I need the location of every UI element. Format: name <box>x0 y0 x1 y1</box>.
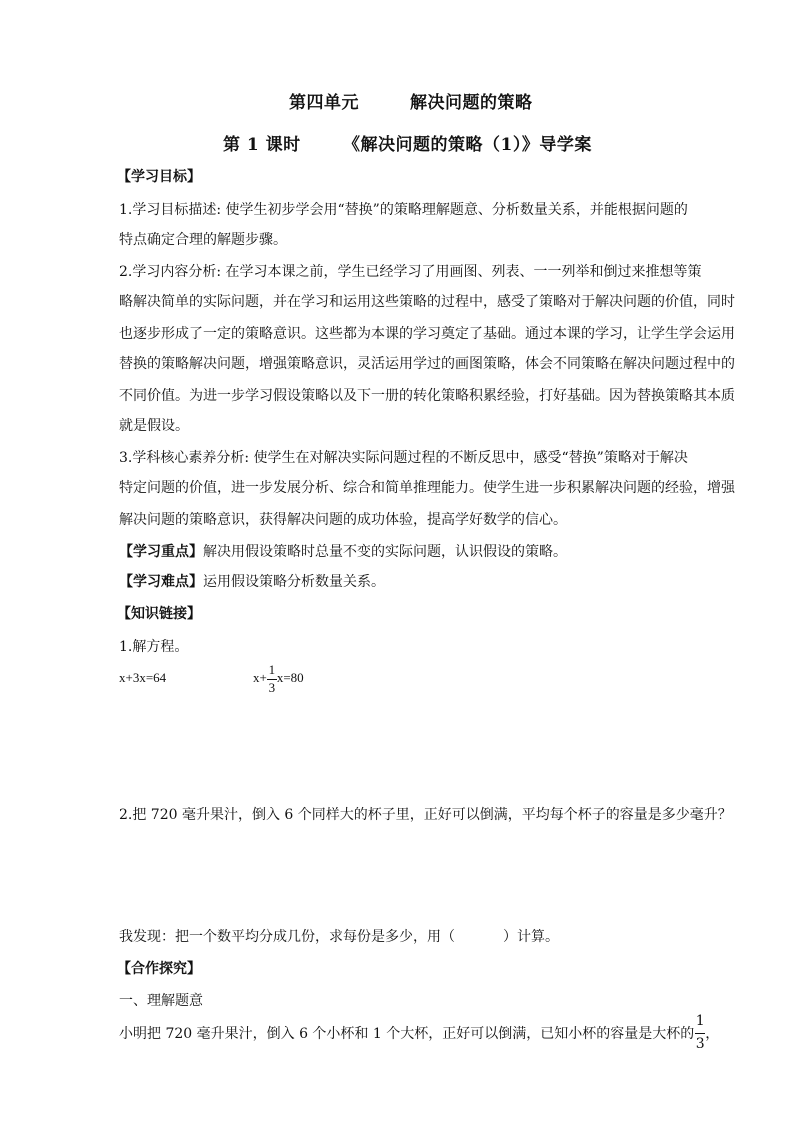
fraction-denominator: 3 <box>268 680 276 696</box>
goal-3-line-1: 3.学科核心素养分析: 使学生在对解决实际问题过程的不断反思中，感受“替换”策略对于解决 <box>119 450 688 466</box>
difficulty-label: 【学习难点】 <box>119 574 203 590</box>
difficulty-text: 运用假设策略分析数量关系。 <box>203 574 385 590</box>
equation-2-prefix: x+ <box>253 670 267 685</box>
goal-2-line-1: 2.学习内容分析: 在学习本课之前，学生已经学习了用画图、列表、一一列举和倒过来推想等策 <box>119 264 702 280</box>
key-point <box>119 541 567 561</box>
goal-2-line-3: 也逐步形成了一定的策略意识。这些都为本课的学习奠定了基础。通过本课的学习，让学生学会运用 <box>119 326 735 342</box>
equation-2 <box>253 661 304 695</box>
goal-3-line-3: 解决问题的策略意识，获得解决问题的成功体验，提高学好数学的信心。 <box>119 512 567 528</box>
goal-2-line-2: 略解决简单的实际问题，并在学习和运用这些策略的过程中，感受了策略对于解决问题的价值，同时 <box>119 294 735 310</box>
explore-heading: 【合作探究】 <box>117 961 201 977</box>
goal-1-line-1: 1.学习目标描述: 使学生初步学会用“替换”的策略理解题意、分析数量关系，并能根据问题的 <box>119 202 688 218</box>
lesson-label: 第 1 课时 <box>223 135 301 155</box>
equation-1: x+3x=64 <box>119 670 167 685</box>
discovery-sentence <box>119 926 559 946</box>
part-1-heading: 一、理解题意 <box>119 993 203 1009</box>
question-1: 1.解方程。 <box>119 639 189 655</box>
equation-2-fraction <box>267 662 277 696</box>
discovery-after: ）计算。 <box>503 929 559 945</box>
unit-label: 第四单元 <box>289 93 359 113</box>
problem-statement <box>119 1012 719 1056</box>
problem-fraction-denominator: 3 <box>695 1036 705 1052</box>
knowledge-heading: 【知识链接】 <box>117 606 201 622</box>
goal-1-line-2: 特点确定合理的解题步骤。 <box>119 232 287 248</box>
fraction-numerator: 1 <box>268 662 276 678</box>
lesson-title: 《解决问题的策略（1）》导学案 <box>343 135 592 155</box>
goal-2-line-4: 替换的策略解决问题，增强策略意识，灵活运用学过的画图策略，体会不同策略在解决问题过程中的 <box>119 356 735 372</box>
question-2: 2.把 720 毫升果汁，倒入 6 个同样大的杯子里，正好可以倒满，平均每个杯子的容量是多少毫升？ <box>119 807 732 823</box>
discovery-before: 我发现：把一个数平均分成几份，求每份是多少，用（ <box>119 929 455 945</box>
key-point-text: 解决用假设策略时总量不变的实际问题，认识假设的策略。 <box>203 544 567 560</box>
problem-tail: ， <box>705 1026 720 1042</box>
problem-fraction-numerator: 1 <box>695 1013 705 1029</box>
goals-heading: 【学习目标】 <box>117 169 201 185</box>
problem-fraction <box>695 1012 705 1056</box>
key-point-label: 【学习重点】 <box>119 544 203 560</box>
goal-2-line-5: 不同价值。为进一步学习假设策略以及下一册的转化策略积累经验，打好基础。因为替换策略其本质 <box>119 388 735 404</box>
unit-title: 解决问题的策略 <box>410 93 533 113</box>
problem-text: 小明把 720 毫升果汁，倒入 6 个小杯和 1 个大杯，正好可以倒满，已知小杯的容量是大杯的 <box>119 1026 695 1042</box>
goal-3-line-2: 特定问题的价值，进一步发展分析、综合和简单推理能力。使学生进一步积累解决问题的经验，增强 <box>119 480 735 496</box>
difficulty <box>119 571 385 591</box>
equation-2-suffix: x=80 <box>276 670 304 685</box>
problem-fraction-bar <box>695 1033 705 1034</box>
goal-2-line-6: 就是假设。 <box>119 418 189 434</box>
